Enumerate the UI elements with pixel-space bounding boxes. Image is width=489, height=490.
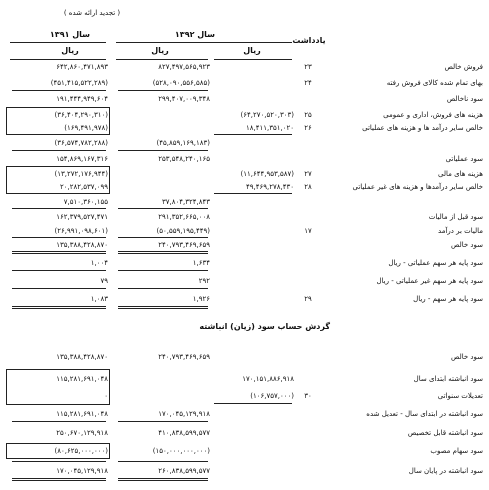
row-value-1392: ۸۲۷,۴۹۷,۵۶۵,۹۲۳ bbox=[158, 63, 210, 71]
row-label: سود قبل از مالیات bbox=[428, 213, 483, 221]
row-value-1392: ۴۱۰,۸۳۸,۵۹۹,۵۷۷ bbox=[158, 429, 210, 437]
row-value-1391: ۷۹ bbox=[100, 277, 108, 285]
row-label: فروش خالص bbox=[444, 63, 483, 71]
subtotal-rule bbox=[118, 208, 208, 209]
total-rule bbox=[12, 478, 106, 481]
row-value-1392: ۱,۹۲۶ bbox=[192, 295, 210, 303]
row-detail-1392: (۶۴,۲۷۰,۵۲۰,۳۰۳) bbox=[240, 111, 294, 119]
header-rule-c1 bbox=[10, 59, 106, 60]
subtotal-rule bbox=[214, 193, 292, 194]
row-label: سود سهام مصوب bbox=[430, 447, 483, 455]
row-value-1392: (۴۵,۸۵۹,۱۶۹,۱۸۳) bbox=[156, 139, 210, 147]
subtotal-rule bbox=[118, 461, 208, 462]
subtotal-rule bbox=[118, 90, 208, 91]
total-rule bbox=[118, 306, 208, 309]
row-value-1391: ۱۳۵,۳۸۸,۴۲۸,۸۷۰ bbox=[56, 241, 108, 249]
row-value-1391: (۱۳,۲۷۲,۱۷۶,۹۴۴) bbox=[54, 170, 108, 178]
total-rule bbox=[12, 306, 106, 309]
row-note: ۳۰ bbox=[304, 392, 312, 400]
row-note: ۲۴ bbox=[304, 79, 312, 87]
row-label: مالیات بر درآمد bbox=[438, 227, 483, 235]
row-value-1392: (۵۰,۵۵۹,۱۹۵,۴۴۹) bbox=[156, 227, 210, 235]
row-value-1391: ۶۴۲,۸۶۰,۴۷۱,۸۹۳ bbox=[56, 63, 108, 71]
header-rule-c2 bbox=[116, 59, 208, 60]
row-value-1392: ۲۵۳,۵۴۸,۲۴۰,۱۶۵ bbox=[158, 155, 210, 163]
row-label: سود پایه هر سهم غیر عملیاتی - ریال bbox=[376, 277, 483, 285]
row-note: ۱۷ bbox=[304, 227, 312, 235]
row-value-1391: ۲۰,۲۸۲,۵۳۷,۰۹۹ bbox=[59, 183, 108, 191]
subtotal-rule bbox=[12, 461, 106, 462]
row-detail-1392: (۱۰۶,۷۵۷,۰۰۰) bbox=[250, 392, 294, 400]
subtotal-rule bbox=[12, 421, 106, 422]
row-value-1391: ۱,۰۰۴ bbox=[90, 259, 108, 267]
row-value-1391: ۱۹۱,۴۴۴,۹۴۹,۶۰۴ bbox=[56, 95, 108, 103]
subtotal-rule bbox=[118, 421, 208, 422]
row-label: سود پایه هر سهم - ریال bbox=[413, 295, 483, 303]
total-rule bbox=[12, 251, 106, 254]
row-label: تعدیلات سنواتی bbox=[437, 392, 483, 400]
row-note: ۲۷ bbox=[304, 170, 312, 178]
row-value-1391: (۳۶,۵۷۴,۷۸۲,۲۸۸) bbox=[54, 139, 108, 147]
rial-heading-1392-c2: ریال bbox=[151, 46, 169, 55]
row-label: سود انباشته قابل تخصیص bbox=[407, 429, 483, 437]
row-value-1391: ۱۷۰,۰۴۵,۱۲۹,۹۱۸ bbox=[56, 467, 108, 475]
row-value-1392: (۱۵۰,۰۰۰,۰۰۰,۰۰۰) bbox=[152, 447, 210, 455]
row-value-1391: (۸۰,۶۲۵,۰۰۰,۰۰۰) bbox=[54, 447, 108, 455]
row-label: سود ناخالص bbox=[446, 95, 483, 103]
row-value-1392: ۲۶۰,۸۳۸,۵۹۹,۵۷۷ bbox=[158, 467, 210, 475]
row-label: سود انباشته در ابتدای سال - تعدیل شده bbox=[366, 410, 483, 418]
subtotal-rule bbox=[118, 150, 208, 151]
row-value-1392: ۲۴۰,۷۹۳,۴۶۹,۶۵۹ bbox=[158, 241, 210, 249]
row-value-1391: ۷,۵۱۰,۳۶۰,۱۵۵ bbox=[63, 198, 108, 206]
row-detail-1392: ۴۹,۴۶۹,۲۷۸,۴۳۰ bbox=[245, 183, 294, 191]
row-label: سود خالص bbox=[451, 353, 483, 361]
restated-note: ( تجدید ارائه شده ) bbox=[63, 9, 121, 17]
row-value-1392: ۲۹۹,۴۰۷,۰۰۹,۳۴۸ bbox=[158, 95, 210, 103]
row-label: بهای تمام شده کالای فروش رفته bbox=[386, 79, 483, 87]
subtotal-rule bbox=[12, 288, 106, 289]
row-note: ۲۳ bbox=[304, 63, 312, 71]
row-value-1392: ۲۹۲ bbox=[198, 277, 210, 285]
row-value-1391: ۱۱۵,۲۸۱,۶۹۱,۰۴۸ bbox=[56, 410, 108, 418]
total-rule bbox=[118, 478, 208, 481]
row-value-1391: ۲۵۰,۶۷۰,۱۲۹,۹۱۸ bbox=[56, 429, 108, 437]
row-note: ۲۶ bbox=[304, 124, 312, 132]
header-rule-1392 bbox=[116, 42, 292, 43]
row-value-1392: ۱,۶۳۴ bbox=[192, 259, 210, 267]
subtotal-rule bbox=[214, 134, 292, 135]
subtotal-rule bbox=[118, 270, 208, 271]
row-value-1391: ۱۱۵,۲۸۱,۶۹۱,۰۴۸ bbox=[56, 375, 108, 383]
row-value-1392: ۱۷۰,۰۴۵,۱۲۹,۹۱۸ bbox=[158, 410, 210, 418]
row-value-1392: ۳۷,۸۰۴,۳۲۴,۸۴۳ bbox=[161, 198, 210, 206]
row-note: ۲۵ bbox=[304, 111, 312, 119]
header-rule-1391 bbox=[10, 42, 106, 43]
row-label: خالص سایر درآمدها و هزینه های غیر عملیاتی bbox=[352, 183, 483, 191]
rial-heading-1392-c3: ریال bbox=[243, 46, 261, 55]
row-label: سود پایه هر سهم عملیاتی - ریال bbox=[388, 259, 483, 267]
year-1392-heading: سال ۱۳۹۲ bbox=[174, 30, 216, 39]
row-value-1391: (۴۵۱,۴۱۵,۵۲۲,۲۸۹) bbox=[50, 79, 108, 87]
subtotal-rule bbox=[12, 150, 106, 151]
row-label: خالص سایر درآمد ها و هزینه های عملیاتی bbox=[362, 124, 483, 132]
rial-heading-1391: ریال bbox=[61, 46, 79, 55]
year-1391-heading: سال ۱۳۹۱ bbox=[49, 30, 91, 39]
row-detail-1392: ۱۷۰,۱۵۱,۸۸۶,۹۱۸ bbox=[242, 375, 294, 383]
row-label: هزینه های فروش، اداری و عمومی bbox=[383, 111, 483, 119]
subtotal-rule bbox=[118, 288, 208, 289]
row-value-1392: ۲۴۰,۷۹۳,۴۶۹,۶۵۹ bbox=[158, 353, 210, 361]
row-label: هزینه های مالی bbox=[438, 170, 483, 178]
subtotal-rule bbox=[118, 237, 208, 238]
row-detail-1392: (۱۱,۶۴۴,۹۵۳,۵۸۷) bbox=[240, 170, 294, 178]
row-label: سود انباشته ابتدای سال bbox=[413, 375, 483, 383]
header-rule-c3 bbox=[214, 59, 292, 60]
row-value-1391: ۱۳۵,۳۸۸,۴۲۸,۸۷۰ bbox=[56, 353, 108, 361]
row-label: سود عملیاتی bbox=[445, 155, 483, 163]
row-value-1391: (۱۶۹,۴۹۱,۹۷۸) bbox=[64, 124, 108, 132]
row-value-1391: (۲۶,۹۹۱,۰۹۸,۶۰۱) bbox=[54, 227, 108, 235]
row-label: سود خالص bbox=[451, 241, 483, 249]
subtotal-rule bbox=[12, 208, 106, 209]
retained-earnings-title: گردش حساب سود (زیان) انباشته bbox=[199, 322, 330, 331]
subtotal-rule bbox=[214, 403, 292, 404]
total-rule bbox=[118, 251, 208, 254]
row-value-1392: ۲۹۱,۳۵۲,۶۶۵,۰۰۸ bbox=[158, 213, 210, 221]
row-note: ۲۹ bbox=[304, 295, 312, 303]
row-value-1391: ۱,۰۸۳ bbox=[90, 295, 108, 303]
row-value-1391: ۰ bbox=[104, 392, 108, 400]
row-label: سود انباشته در پایان سال bbox=[408, 467, 483, 475]
row-value-1392: (۵۲۸,۰۹۰,۵۵۶,۵۸۵) bbox=[152, 79, 210, 87]
subtotal-rule bbox=[12, 90, 106, 91]
notes-heading: یادداشت bbox=[292, 36, 326, 45]
row-detail-1392: ۱۸,۴۱۱,۳۵۱,۰۲۰ bbox=[245, 124, 294, 132]
row-note: ۲۸ bbox=[304, 183, 312, 191]
subtotal-rule bbox=[12, 237, 106, 238]
row-value-1391: ۱۶۲,۳۷۹,۵۲۷,۴۷۱ bbox=[56, 213, 108, 221]
row-value-1391: (۳۶,۴۰۴,۲۹۰,۳۱۰) bbox=[54, 111, 108, 119]
subtotal-rule bbox=[12, 270, 106, 271]
row-value-1391: ۱۵۴,۸۶۹,۱۶۷,۳۱۶ bbox=[56, 155, 108, 163]
